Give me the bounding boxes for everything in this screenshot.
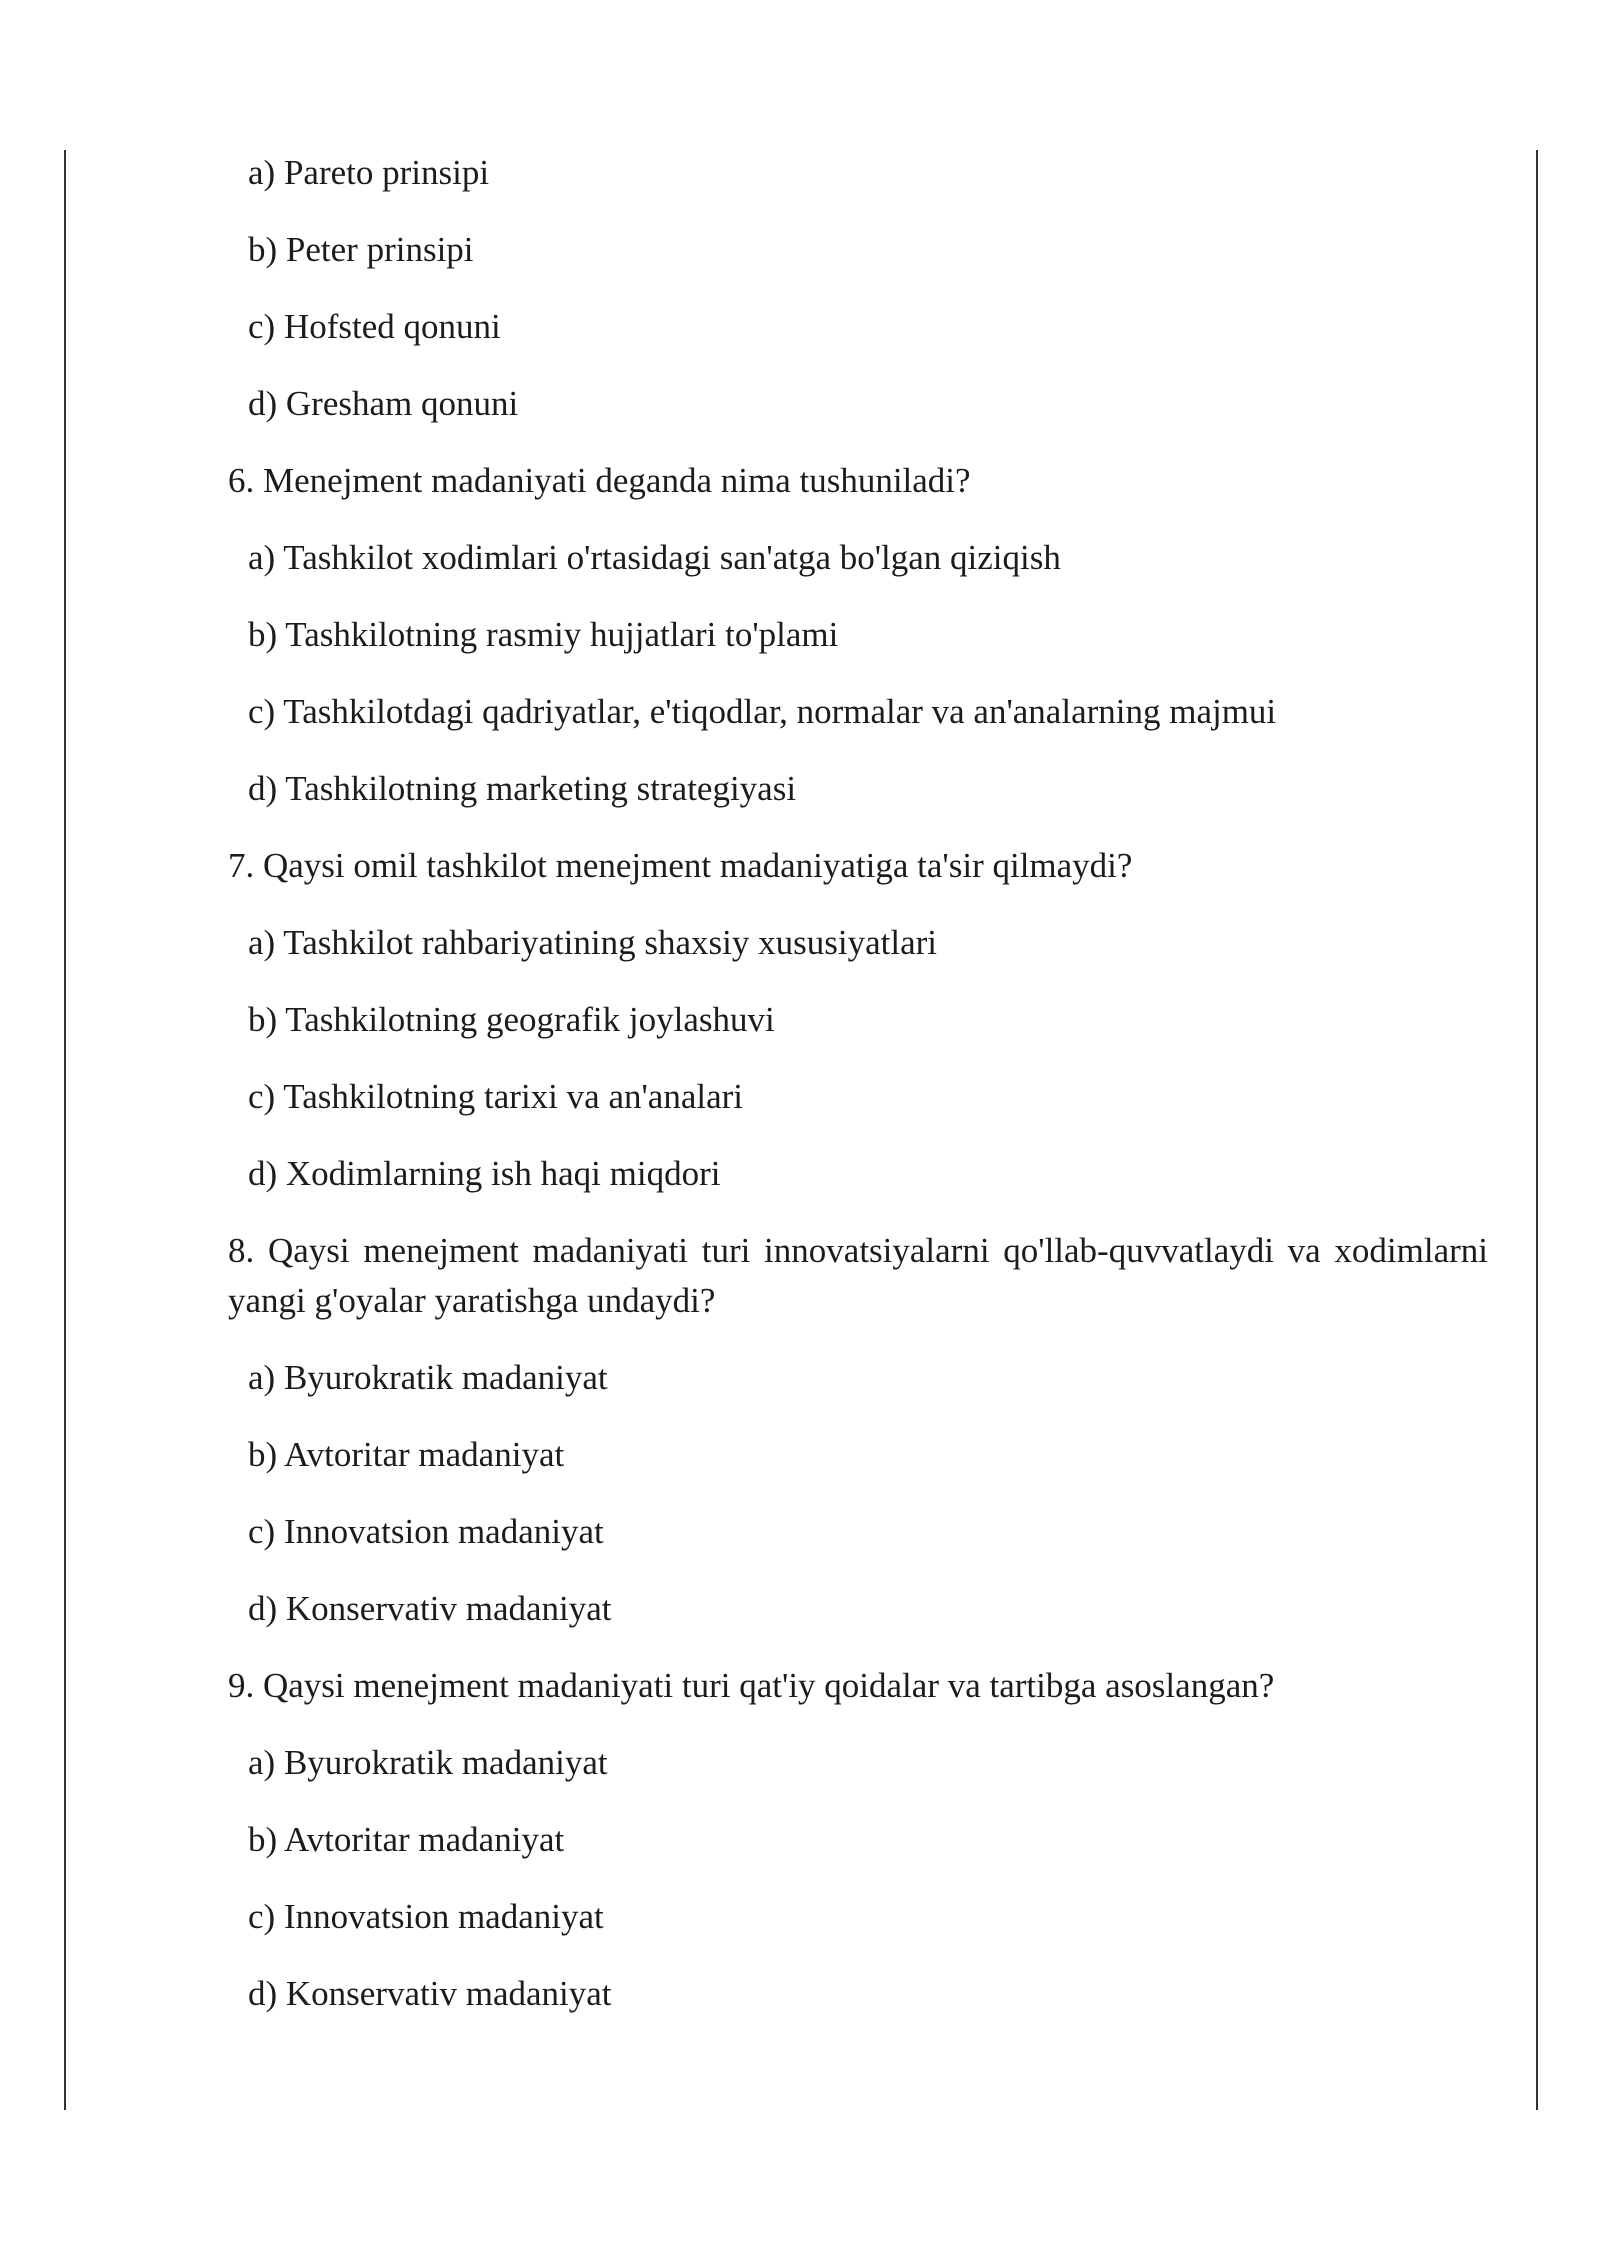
answer-option: b) Avtoritar madaniyat: [248, 1435, 565, 1474]
answer-option: c) Tashkilotning tarixi va an'analari: [248, 1077, 743, 1116]
quiz-content: [228, 148, 1488, 2046]
answer-option: b) Tashkilotning rasmiy hujjatlari to'plami: [248, 615, 839, 654]
question-9: 9. Qaysi menejment madaniyati turi qat'iy qoidalar va tartibga asoslangan?: [228, 1666, 1275, 1705]
answer-option: c) Innovatsion madaniyat: [248, 1512, 604, 1551]
answer-option: a) Byurokratik madaniyat: [248, 1743, 608, 1782]
question-7: 7. Qaysi omil tashkilot menejment madaniyatiga ta'sir qilmaydi?: [228, 846, 1133, 885]
answer-option: c) Tashkilotdagi qadriyatlar, e'tiqodlar, normalar va an'analarning majmui: [248, 692, 1277, 731]
answer-option: d) Konservativ madaniyat: [248, 1974, 612, 2013]
answer-option: a) Tashkilot xodimlari o'rtasidagi san'atga bo'lgan qiziqish: [248, 538, 1061, 577]
answer-option: b) Peter prinsipi: [248, 230, 474, 269]
answer-option: b) Tashkilotning geografik joylashuvi: [248, 1000, 775, 1039]
answer-option: c) Hofsted qonuni: [248, 307, 501, 346]
question-6: 6. Menejment madaniyati deganda nima tushuniladi?: [228, 461, 971, 500]
right-border-line: [1536, 150, 1538, 2110]
answer-option: d) Konservativ madaniyat: [248, 1589, 612, 1628]
answer-option: a) Byurokratik madaniyat: [248, 1358, 608, 1397]
left-border-line: [64, 150, 66, 2110]
answer-option: c) Innovatsion madaniyat: [248, 1897, 604, 1936]
answer-option: d) Xodimlarning ish haqi miqdori: [248, 1154, 721, 1193]
answer-option: a) Tashkilot rahbariyatining shaxsiy xususiyatlari: [248, 923, 937, 962]
answer-option: b) Avtoritar madaniyat: [248, 1820, 565, 1859]
question-8: 8. Qaysi menejment madaniyati turi innovatsiyalarni qo'llab-quvvatlaydi va xodimlarni yangi g'oyalar yaratishga undaydi?: [228, 1231, 1488, 1320]
answer-option: d) Gresham qonuni: [248, 384, 519, 423]
answer-option: a) Pareto prinsipi: [248, 153, 490, 192]
answer-option: d) Tashkilotning marketing strategiyasi: [248, 769, 797, 808]
